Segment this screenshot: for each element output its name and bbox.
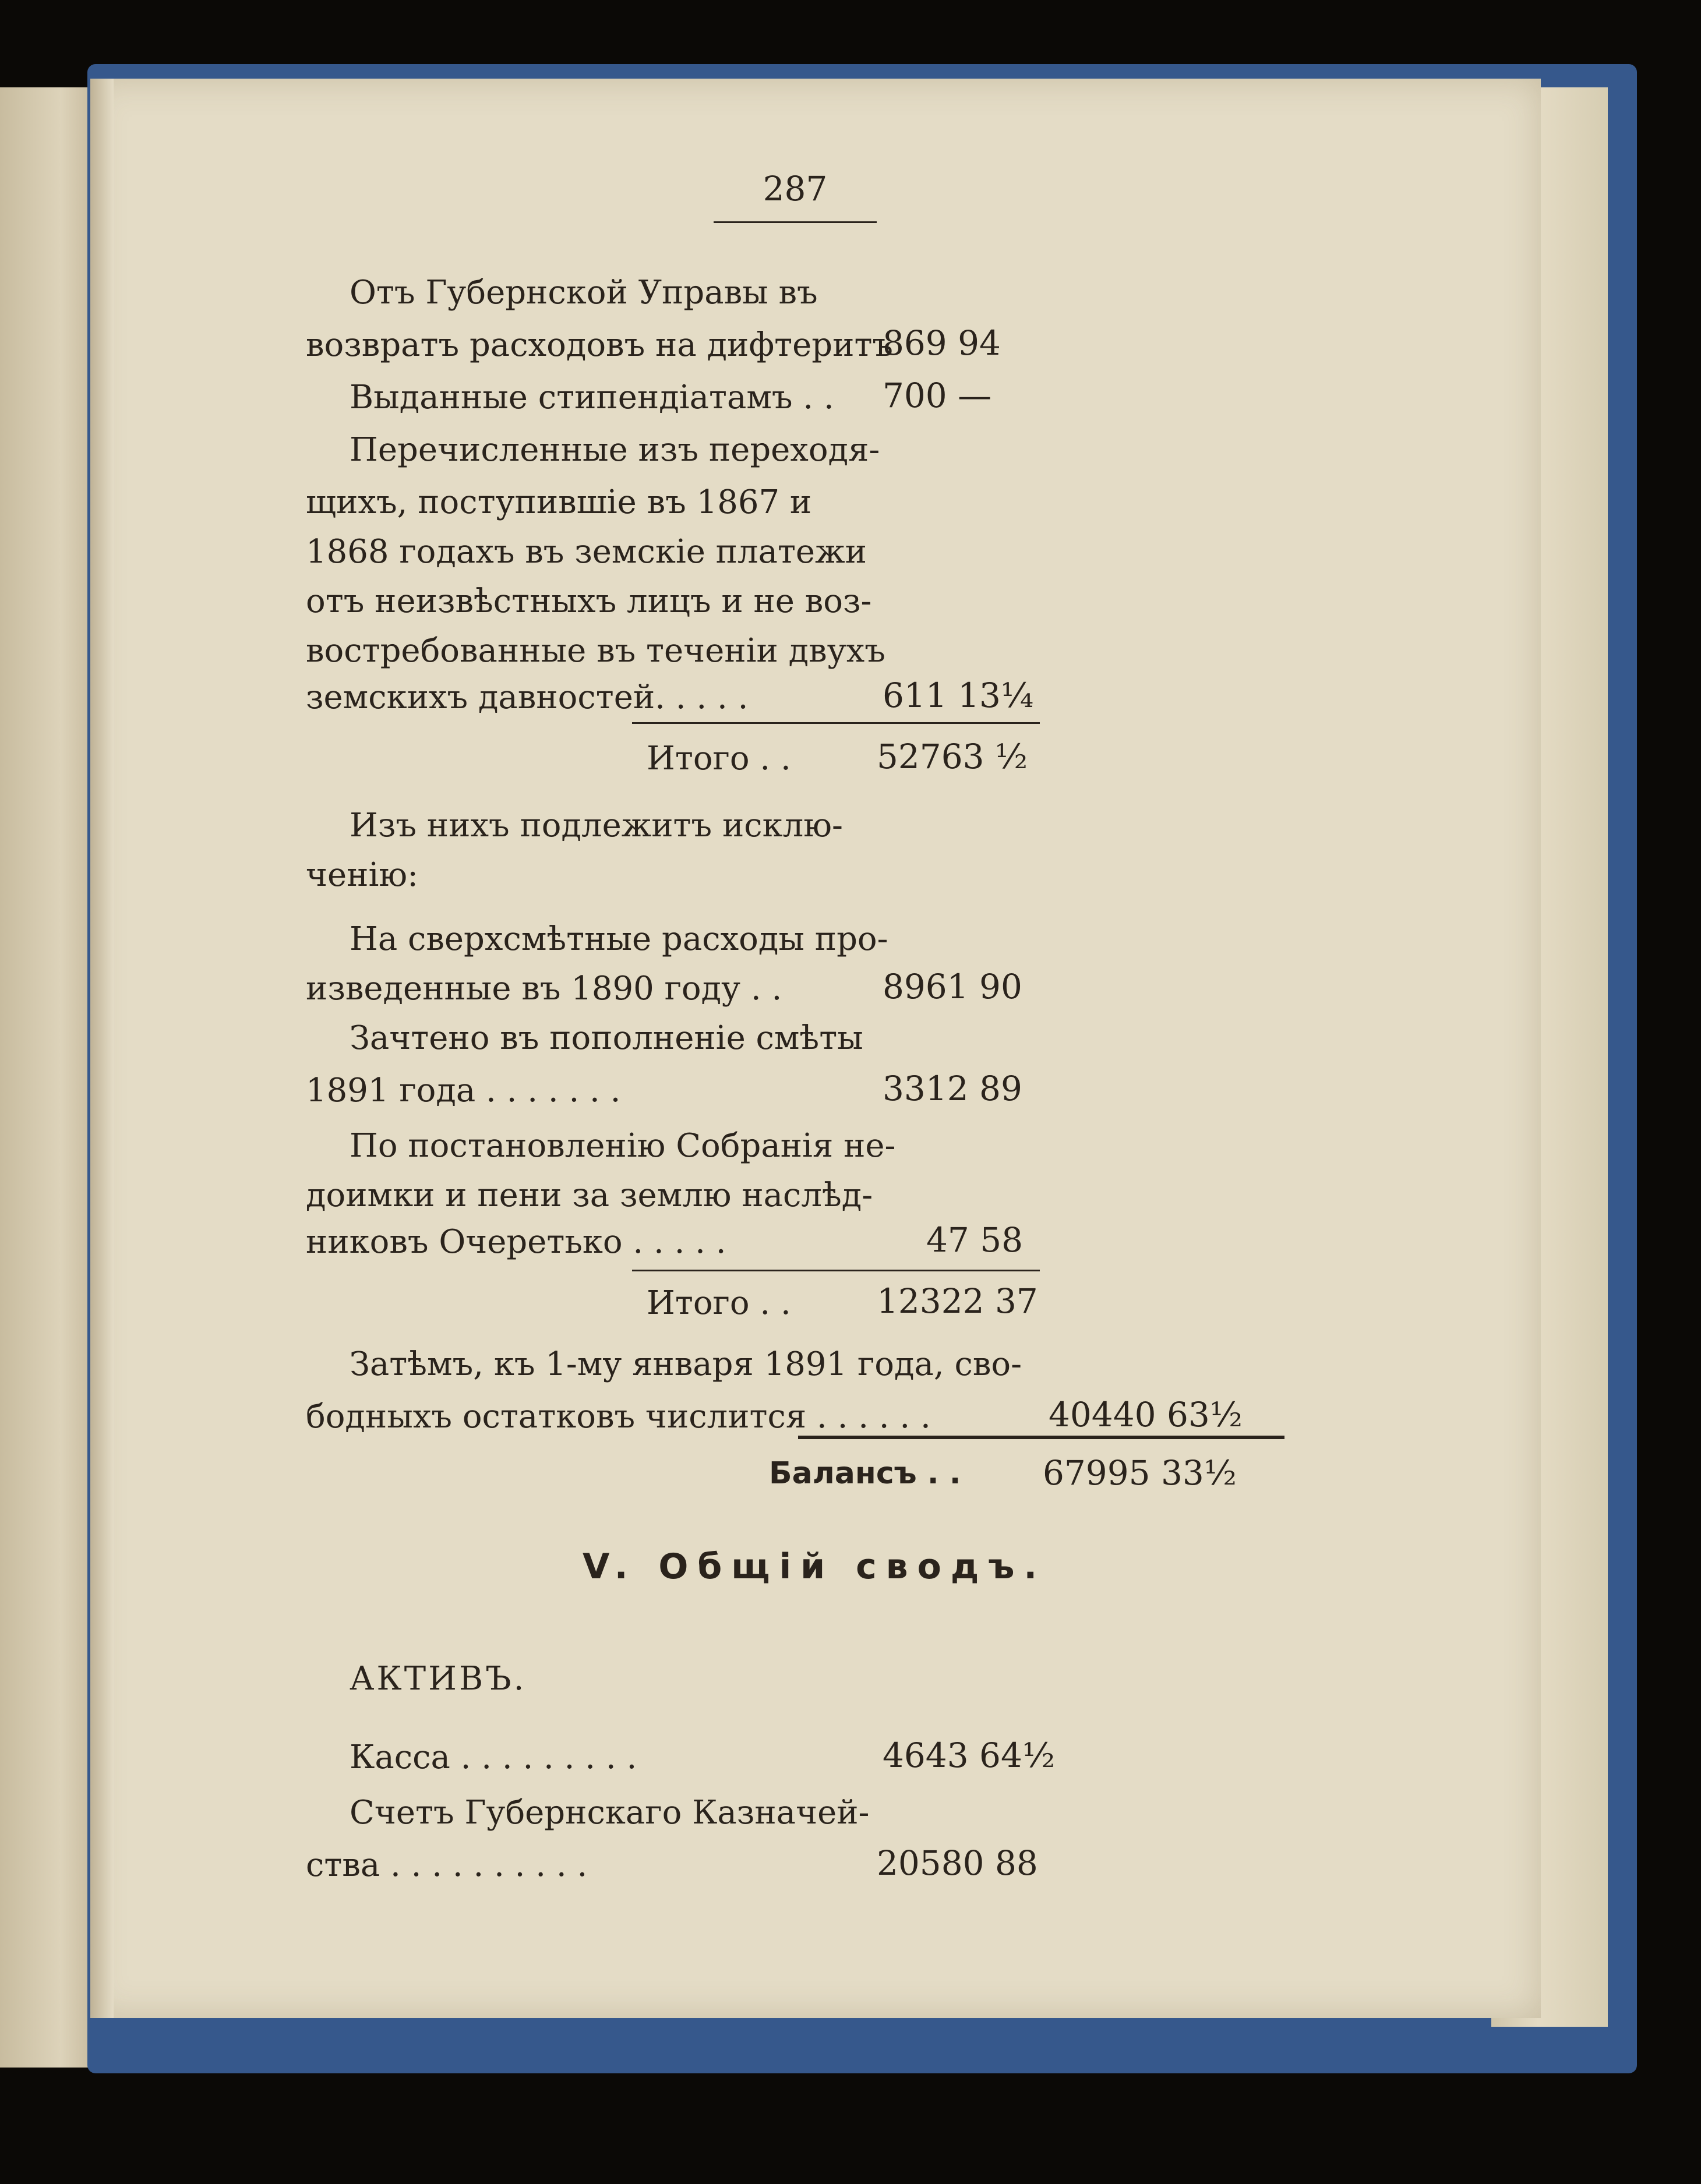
balance-rule xyxy=(798,1436,1284,1439)
row-text: щихъ, поступившіе въ 1867 и xyxy=(306,483,812,521)
row-text: Перечисленные изъ переходя- xyxy=(350,431,880,469)
row-text: востребованные въ теченіи двухъ xyxy=(306,632,885,670)
row-text: отъ неизвѣстныхъ лицъ и не воз- xyxy=(306,582,872,620)
balance-label: Балансъ . . xyxy=(769,1456,961,1491)
row-amount: 47 58 xyxy=(926,1220,1024,1260)
total-amount: 52763 ½ xyxy=(877,737,1028,776)
row-text: возвратъ расходовъ на дифтеритъ xyxy=(306,326,894,364)
sum-rule xyxy=(632,722,1040,724)
sum-rule xyxy=(632,1270,1040,1271)
row-text: никовъ Очеретько . . . . . xyxy=(306,1223,726,1261)
section-text: Изъ нихъ подлежитъ исклю- xyxy=(350,807,843,844)
row-amount: 3312 89 xyxy=(883,1069,1022,1108)
section-heading: V. Общій сводъ. xyxy=(583,1546,1047,1587)
row-text: 1868 годахъ въ земскіе платежи xyxy=(306,533,867,571)
section-text: ченію: xyxy=(306,856,419,894)
row-amount: 20580 88 xyxy=(877,1843,1038,1883)
balance-amount: 67995 33½ xyxy=(1043,1453,1237,1493)
row-amount: 700 — xyxy=(883,376,992,415)
row-amount: 869 94 xyxy=(883,323,1001,363)
page-number-rule xyxy=(714,221,877,223)
row-text: По постановленію Собранія не- xyxy=(350,1127,896,1165)
row-text: 1891 года . . . . . . . xyxy=(306,1072,621,1109)
row-text: Счетъ Губернскаго Казначей- xyxy=(350,1794,870,1832)
row-amount: 8961 90 xyxy=(883,967,1022,1006)
aktiv-heading: АКТИВЪ. xyxy=(350,1660,527,1698)
row-amount: 40440 63½ xyxy=(1049,1395,1243,1434)
row-text: Касса . . . . . . . . . xyxy=(350,1738,637,1776)
row-amount: 4643 64½ xyxy=(883,1736,1056,1775)
row-text: Зачтено въ пополненіе смѣты xyxy=(350,1019,863,1057)
row-text: Отъ Губернской Управы въ xyxy=(350,274,818,312)
row-text: бодныхъ остатковъ числится . . . . . . xyxy=(306,1398,931,1436)
row-text: На сверхсмѣтные расходы про- xyxy=(350,920,888,958)
page-number: 287 xyxy=(763,169,828,208)
total-amount: 12322 37 xyxy=(877,1281,1038,1321)
row-text: земскихъ давностей. . . . . xyxy=(306,678,749,716)
row-text: Затѣмъ, къ 1-му января 1891 года, сво- xyxy=(350,1345,1022,1383)
row-amount: 611 13¼ xyxy=(883,676,1034,715)
total-label: Итого . . xyxy=(647,1284,791,1322)
total-label: Итого . . xyxy=(647,740,791,778)
page-gutter xyxy=(90,79,114,2018)
row-text: Выданные стипендіатамъ . . xyxy=(350,379,834,416)
row-text: изведенные въ 1890 году . . xyxy=(306,970,782,1008)
row-text: ства . . . . . . . . . . xyxy=(306,1846,588,1884)
row-text: доимки и пени за землю наслѣд- xyxy=(306,1176,873,1214)
